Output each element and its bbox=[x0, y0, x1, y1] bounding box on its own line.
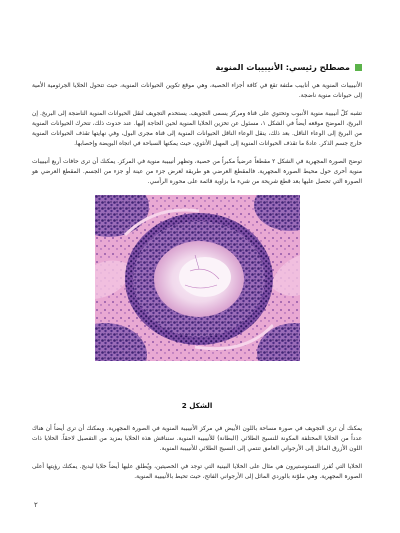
section-title: مصطلح رئيسي: الأنيبيبات المنوية bbox=[215, 62, 350, 72]
paragraph-5: الخلايا التي تُفرز التستوستيرون هي مثال على الخلايا البينية التي توجد في الخصيتين، ويُطلق عليها أيضاً خلايا ليديج. يمكنك رؤيتها أعلى الصورة المجهرية. وهي ملوّنة بالوردي المائل إلى الأرجواني الفاتح، حيث تحيط بالأنيبيبة المنوية. bbox=[32, 464, 362, 480]
section-heading bbox=[32, 62, 362, 72]
paragraph-2: تشبه كلّ أنيبيبة منوية الأنبوب وتحتوي على قناة ومركز يسمى التجويف. يستخدم التجويف لنقل الحيوانات المنوية الناضجة إلى البربخ. إن البربخ، الموضح موقعه أيضاً في الشكل ١، مسئول عن تخزين الخلايا المنوية لحين الحاجة إليها. عند حدوث ذلك، تتحرك الحيوانات المنوية من البربخ إلى الوعاء الناقل. بعد ذلك، ينقل الوعاء الناقل الحيوانات المنوية إلى قناة مجرى البول، وفي نهايتها تقذف الحيوانات المنوية خارج جسم الذكر. عادةً ما تقذف الحيوانات المنوية إلى المهبل الأنثوي، حيث يمكنها السباحة في اتجاه البويضة وإخصابها. bbox=[32, 111, 362, 147]
figure-caption: الشكل 2 bbox=[181, 401, 213, 410]
paragraph-3: توضح الصورة المجهرية في الشكل ٢ مقطعاً عرضياً مكبراً من خصية، وتظهر أنيبيبة منوية في المركز. يمكنك أن ترى حافات أربع أنيبيبات منوية أخرى حول محيط الصورة المجهرية. فالمقطع العرضي هو طريقة لعرض جزء من عينة أو جزء من الجسم. المقطع العرضي هو الصورة التي تحصل عليها بعد قطع شريحة من شيء ما بزاوية قائمة على محوره الرأسي. bbox=[32, 159, 362, 185]
page-number: ٢ bbox=[34, 501, 38, 509]
paragraph-4: يمكنك أن ترى التجويف في صورة مساحة باللون الأبيض في مركز الأنيبيبة المنوية في الصورة المجهرية. ويمكنك أن ترى أيضاً أن هناك عدداً من الخلايا المختلفة المكونة للنسيج الطلائي (البطانة) للأنيبيبة المنوية. سنناقش هذه الخلايا بمزيد من التفصيل لاحقاً. الخلايا ذات اللون الأزرق المائل إلى الأرجواني الغامق تنتمي إلى النسيج الطلائي للأنيبيبة المنوية. bbox=[32, 426, 362, 452]
green-square-bullet-icon bbox=[355, 64, 362, 71]
micrograph-figure bbox=[95, 195, 300, 361]
paragraph-1: الأنيبيبات المنوية هي أنابيب ملتفة تقع في كافة أجزاء الخصية، وهي موقع تكوين الحيوانات المنوية، حيث تتحول الخلايا الجرثومية الأمية إلى حيوانات منوية ناضجة. bbox=[32, 83, 362, 99]
seminiferous-tubule-micrograph-image bbox=[95, 195, 300, 361]
